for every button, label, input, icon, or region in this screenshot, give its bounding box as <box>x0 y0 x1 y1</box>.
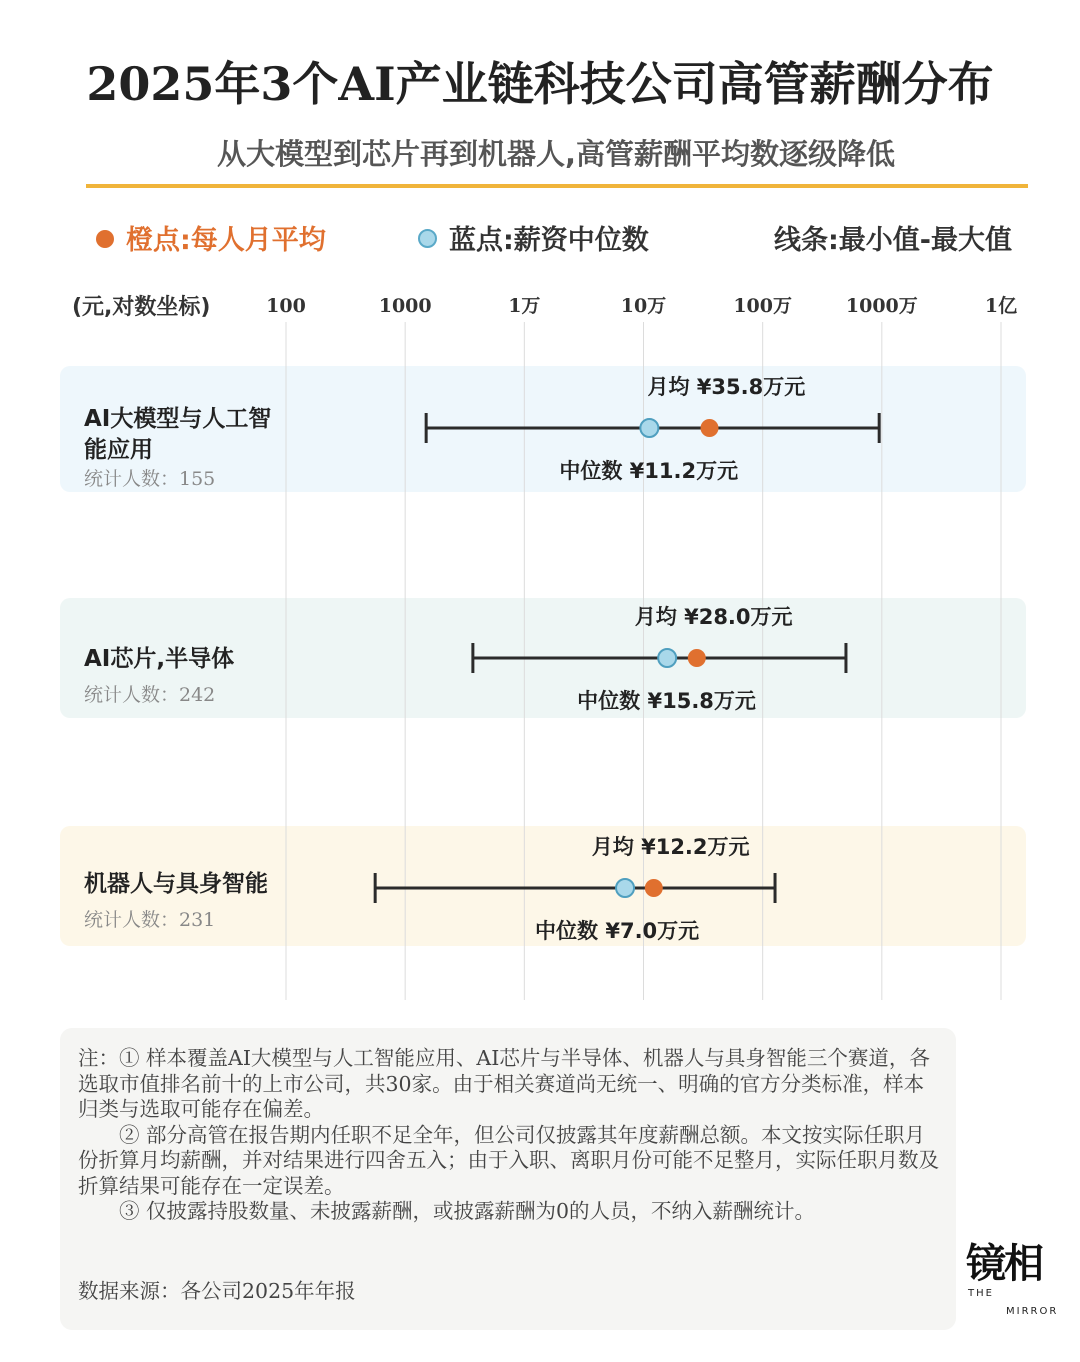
x-tick-label-2: 1万 <box>508 295 541 317</box>
mean-label-1: 月均 ¥35.8万元 <box>647 375 806 399</box>
median-label-2: 中位数 ¥15.8万元 <box>577 689 756 713</box>
brand-logo <box>966 1232 1066 1322</box>
mean-label-3: 月均 ¥12.2万元 <box>591 835 750 859</box>
mean-point-1 <box>701 419 719 437</box>
chart-subtitle: 从大模型到芯片再到机器人,高管薪酬平均数逐级降低 <box>216 137 896 171</box>
mean-point-3 <box>645 879 663 897</box>
x-tick-label-5: 1000万 <box>845 295 918 317</box>
median-point-3 <box>616 879 634 897</box>
x-tick-label-3: 10万 <box>620 295 667 317</box>
row-count-2: 统计人数：242 <box>84 684 216 706</box>
x-tick-label-4: 100万 <box>733 295 793 317</box>
median-point-2 <box>658 649 676 667</box>
row-title-1: AI大模型与人工智能应用 <box>84 406 272 463</box>
legend-median-label: 蓝点:薪资中位数 <box>449 225 649 256</box>
chart-title: 2025年3个AI产业链科技公司高管薪酬分布 <box>86 57 994 111</box>
row-count-3: 统计人数：231 <box>84 909 216 931</box>
logo-mark: 镜相 <box>966 1241 1042 1287</box>
mean-label-2: 月均 ¥28.0万元 <box>634 605 793 629</box>
legend-mean-label: 橙点:每人月平均 <box>126 225 326 256</box>
logo-mirror: MIRROR <box>1006 1306 1059 1317</box>
mean-point-2 <box>688 649 706 667</box>
logo-the: THE <box>968 1288 994 1299</box>
data-source: 数据来源：各公司2025年年报 <box>78 1279 356 1303</box>
median-label-1: 中位数 ¥11.2万元 <box>559 459 739 483</box>
note-2: ② 部分高管在报告期内任职不足全年，但公司仅披露其年度薪酬总额。本文按实际任职月份折算月均薪酬，并对结果进行四舍五入；由于入职、离职月份可能不足整月，实际任职月数及折算结果可能存在一定误差。 <box>78 1122 939 1198</box>
median-label-3: 中位数 ¥7.0万元 <box>535 919 700 943</box>
x-tick-label-6: 1亿 <box>984 295 1018 317</box>
x-tick-label-0: 100 <box>266 295 306 317</box>
legend-range-label: 线条:最小值-最大值 <box>774 225 1013 256</box>
median-point-1 <box>640 419 658 437</box>
notes-text <box>78 1046 940 1225</box>
note-3: ③ 仅披露持股数量、未披露薪酬，或披露薪酬为0的人员，不纳入薪酬统计。 <box>119 1199 816 1223</box>
row-title-2: AI芯片,半导体 <box>84 646 235 672</box>
x-axis-label: (元,对数坐标) <box>72 295 211 320</box>
row-count-1: 统计人数：155 <box>84 468 216 490</box>
note-1: 注：① 样本覆盖AI大模型与人工智能应用、AI芯片与半导体、机器人与具身智能三个赛道，各选取市值排名前十的上市公司，共30家。由于相关赛道尚无统一、明确的官方分类标准，样本归类与选取可能存在偏差。 <box>78 1046 930 1121</box>
row-title-3: 机器人与具身智能 <box>84 871 268 897</box>
x-tick-label-1: 1000 <box>378 295 432 317</box>
